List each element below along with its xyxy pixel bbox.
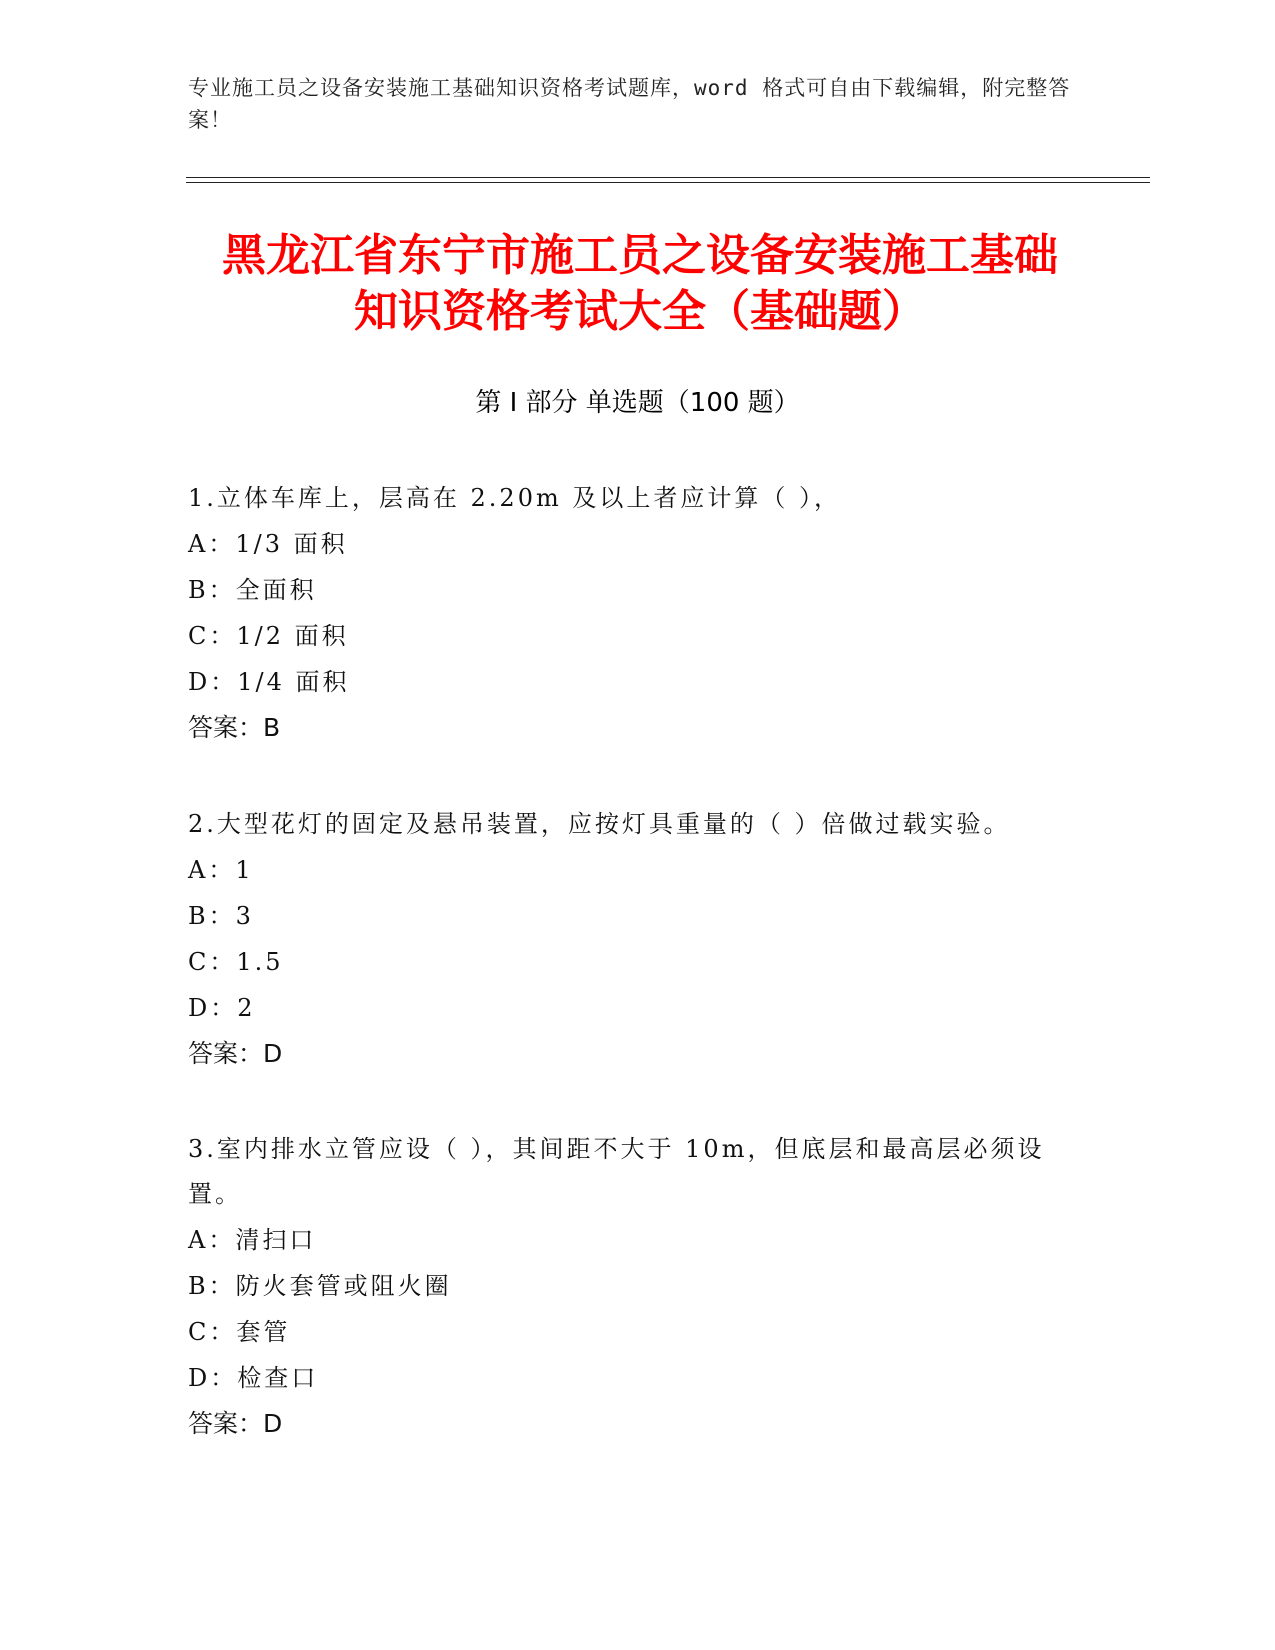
option-a (188, 1217, 1088, 1263)
question-stem: 3.室内排水立管应设（ ），其间距不大于 10m，但底层和最高层必须设置。 (188, 1135, 1045, 1208)
option-b (188, 893, 1088, 939)
option-c (188, 939, 1088, 985)
option-text: 1/3 面积 (235, 530, 348, 558)
header-divider-top (186, 177, 1150, 178)
option-letter: B： (188, 902, 236, 930)
document-title-line-1: 黑龙江省东宁市施工员之设备安装施工基础 (222, 230, 1058, 281)
option-letter: D： (188, 668, 238, 696)
option-text: 防火套管或阻火圈 (235, 1272, 452, 1300)
option-a (188, 521, 1088, 567)
answer: 答案：D (188, 1409, 283, 1438)
question-1 (188, 475, 1088, 751)
option-b (188, 1263, 1088, 1309)
option-c (188, 1309, 1088, 1355)
document-title (160, 228, 1120, 340)
question-stem: 2.大型花灯的固定及悬吊装置，应按灯具重量的（ ）倍做过载实验。 (188, 810, 1011, 838)
option-text: 1/4 面积 (237, 668, 350, 696)
answer: 答案：B (188, 713, 281, 742)
question-stem: 1.立体车库上，层高在 2.20m 及以上者应计算（ ）， (188, 484, 841, 512)
option-letter: A： (188, 1226, 236, 1254)
option-d (188, 985, 1088, 1031)
option-d (188, 1355, 1088, 1401)
option-text: 1.5 (236, 948, 284, 976)
option-text: 2 (237, 994, 256, 1022)
question-2 (188, 801, 1088, 1077)
option-c (188, 613, 1088, 659)
option-letter: A： (188, 530, 236, 558)
option-letter: C： (188, 1318, 237, 1346)
option-d (188, 659, 1088, 705)
option-text: 清扫口 (235, 1226, 317, 1254)
option-letter: B： (188, 1272, 236, 1300)
option-text: 全面积 (235, 576, 317, 604)
option-letter: A： (188, 856, 236, 884)
question-3 (188, 1127, 1088, 1447)
option-text: 3 (235, 902, 254, 930)
option-text: 1 (235, 856, 254, 884)
option-letter: D： (188, 994, 238, 1022)
header-note: 专业施工员之设备安装施工基础知识资格考试题库，word 格式可自由下载编辑，附完整答案！ (188, 76, 1071, 132)
header-divider-bottom (186, 182, 1150, 183)
answer: 答案：D (188, 1039, 283, 1068)
section-heading: 第 I 部分 单选题（100 题） (475, 388, 800, 418)
option-letter: D： (188, 1364, 238, 1392)
document-title-line-2: 知识资格考试大全（基础题） (354, 286, 926, 337)
option-letter: C： (188, 948, 237, 976)
option-text: 检查口 (237, 1364, 319, 1392)
option-text: 1/2 面积 (236, 622, 349, 650)
option-text: 套管 (236, 1318, 291, 1346)
question-list (188, 475, 1088, 1497)
option-b (188, 567, 1088, 613)
option-letter: C： (188, 622, 237, 650)
option-letter: B： (188, 576, 236, 604)
option-a (188, 847, 1088, 893)
